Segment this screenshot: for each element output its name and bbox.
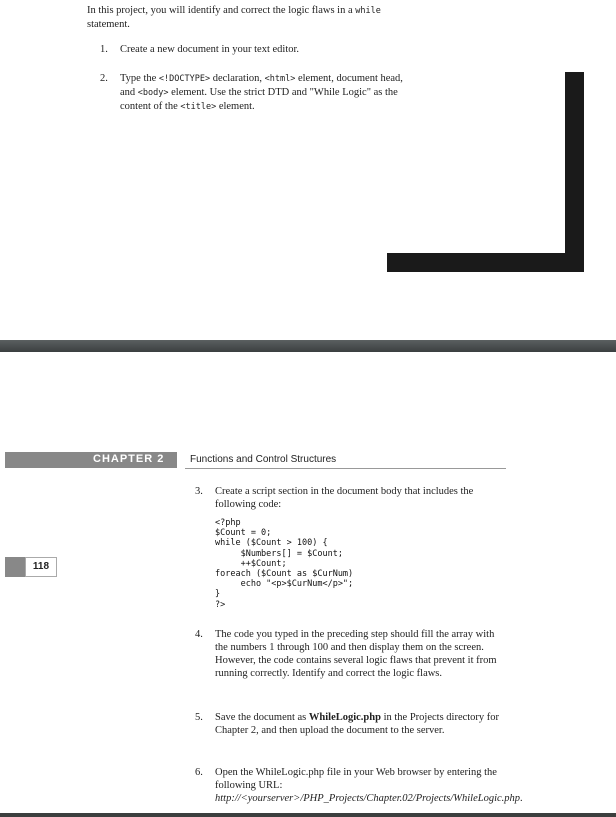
code-line: ++$Count;: [215, 558, 287, 569]
page-number: 118: [25, 557, 57, 577]
intro-paragraph: [87, 4, 417, 31]
code-line: $Count = 0;: [215, 528, 272, 539]
step-text: declaration,: [210, 73, 265, 84]
step-text: Open the WhileLogic.php file in your Web browser by entering the following URL:: [215, 767, 497, 791]
step-text: element, document head, and: [120, 73, 403, 98]
step-number: 2.: [100, 73, 108, 84]
code-body: <body>: [137, 88, 169, 98]
intro-code-word: while: [355, 6, 381, 16]
page-number-tab: [5, 557, 25, 577]
code-line: echo "<p>$CurNum</p>";: [215, 579, 354, 590]
url-italic: http://<yourserver>/PHP_Projects/Chapter.02/Projects/WhileLogic.php: [215, 793, 521, 804]
step-1: [100, 43, 420, 56]
step-text: Create a script section in the document body that includes the following code:: [215, 486, 474, 510]
step-text: The code you typed in the preceding step should fill the array with the numbers 1 through 100 and then display them on the screen. However, the code contains several logic flaws that prevent it from running correctly. Identify and correct the logic flaws.: [215, 629, 497, 679]
chapter-title: Functions and Control Structures: [190, 454, 337, 465]
intro-text: In this project, you will identify and correct the logic flaws in a: [87, 5, 356, 16]
filename-bold: WhileLogic.php: [308, 712, 381, 723]
step-text: Type the: [120, 73, 159, 84]
step-2: [100, 72, 415, 114]
header-rule: [185, 468, 506, 469]
step-3: [195, 485, 505, 511]
step-number: 4.: [195, 629, 203, 640]
step-text: element. Use the strict DTD and "While Logic" as the content of the: [120, 87, 398, 112]
step-text: Create a new document in your text editor.: [120, 44, 300, 55]
crop-mark-horizontal: [387, 253, 584, 272]
code-line: }: [215, 589, 221, 600]
code-title: <title>: [180, 102, 217, 112]
step-number: 1.: [100, 44, 108, 55]
chapter-label: CHAPTER 2: [93, 453, 165, 465]
code-line: foreach ($Count as $CurNum): [215, 569, 354, 580]
code-html: <html>: [264, 74, 296, 84]
step-4: [195, 628, 507, 680]
step-text: Save the document as: [215, 712, 309, 723]
bottom-border: [0, 813, 616, 817]
code-doctype: <!DOCTYPE>: [158, 74, 211, 84]
page-divider: [0, 340, 616, 352]
step-5: [195, 711, 507, 737]
code-line: ?>: [215, 599, 226, 610]
step-text: in the Projects directory for Chapter 2, and then upload the document to the server.: [215, 712, 500, 736]
step-text: element.: [216, 101, 255, 112]
code-line: <?php: [215, 518, 241, 528]
step-number: 6.: [195, 767, 203, 778]
top-page: [0, 0, 616, 340]
code-line: $Numbers[] = $Count;: [215, 548, 343, 559]
intro-text-end: statement.: [87, 19, 130, 30]
code-listing: [215, 518, 353, 610]
step-6: [195, 766, 523, 805]
crop-mark-vertical: [565, 72, 584, 272]
code-line: while ($Count > 100) {: [215, 538, 328, 549]
step-text: .: [520, 793, 523, 804]
step-number: 3.: [195, 486, 203, 497]
step-number: 5.: [195, 712, 203, 723]
